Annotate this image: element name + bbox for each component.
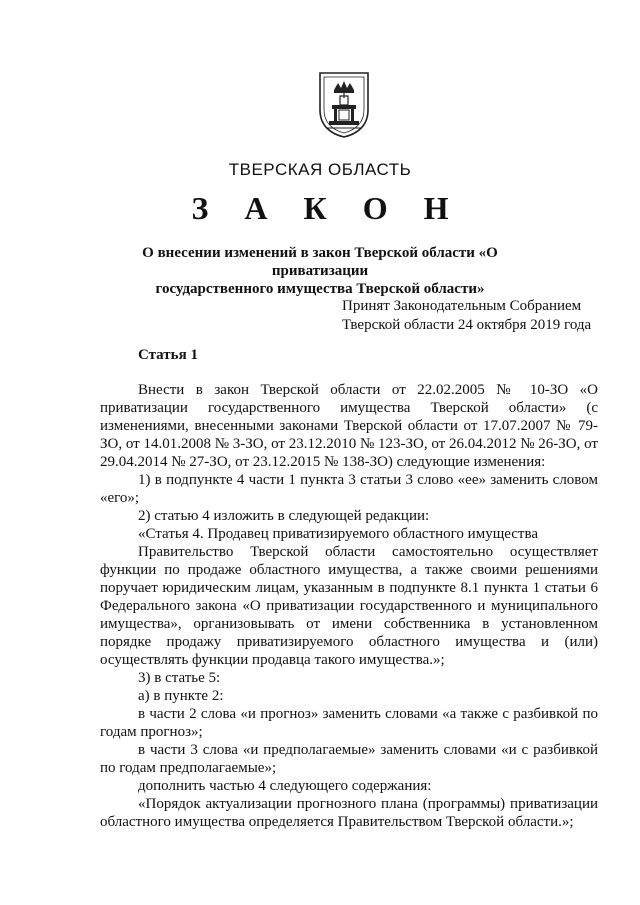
law-subject-line: О внесении изменений в закон Тверской области «О приватизации <box>142 245 498 279</box>
paragraph: а) в пункте 2: <box>138 688 224 704</box>
coat-of-arms-icon <box>317 70 371 140</box>
adoption-note-line: Принят Законодательным Собранием <box>342 298 582 314</box>
paragraph: «Порядок актуализации прогнозного плана (программы) приватизации областного имущества определяется Правительством Тверской области.»; <box>100 796 598 830</box>
article-heading: Статья 1 <box>138 347 198 363</box>
region-title: ТВЕРСКАЯ ОБЛАСТЬ <box>228 160 412 179</box>
paragraph: «Статья 4. Продавец приватизируемого областного имущества <box>138 526 539 542</box>
adoption-note-line: Тверской области 24 октября 2019 года <box>342 317 592 333</box>
law-subject-line: государственного имущества Тверской области» <box>155 281 485 297</box>
paragraph: в части 2 слова «и прогноз» заменить словами «а также с разбивкой по годам прогноз»; <box>100 706 598 740</box>
paragraph: 1) в подпункте 4 части 1 пункта 3 статьи 3 слово «ее» заменить словом «его»; <box>100 472 598 506</box>
paragraph: 2) статью 4 изложить в следующей редакции: <box>138 508 430 524</box>
article-body <box>100 381 598 831</box>
document-type-title: З А К О Н <box>191 190 463 226</box>
paragraph: Внести в закон Тверской области от 22.02.2005 № 10-ЗО «О приватизации государственного имущества Тверской области» (с изменениями, внесенными законами Тверской области от 17.07.2007 № 79-ЗО, от 14.01.2008 № 3-ЗО, от 23.12.2010 № 123-ЗО, от 26.04.2012 № 26-ЗО, от 29.04.2014 № 27-ЗО, от 23.12.2015 № 138-ЗО) следующие изменения: <box>100 382 598 470</box>
paragraph: Правительство Тверской области самостоятельно осуществляет функции по продаже областного имущества, а также своими решениями поручает юридическим лицам, указанным в подпункте 8.1 пункта 1 статьи 6 Федерального закона «О приватизации государственного и муниципального имущества», организовывать от имени собственника в установленном порядке продажу приватизируемого областного имущества и (или) осуществлять функции продавца такого имущества.»; <box>100 544 598 668</box>
paragraph: 3) в статье 5: <box>138 670 221 686</box>
adoption-note <box>342 297 612 335</box>
law-subject <box>100 244 540 298</box>
paragraph: в части 3 слова «и предполагаемые» заменить словами «и с разбивкой по годам предполагаемые»; <box>100 742 598 776</box>
paragraph: дополнить частью 4 следующего содержания: <box>138 778 432 794</box>
